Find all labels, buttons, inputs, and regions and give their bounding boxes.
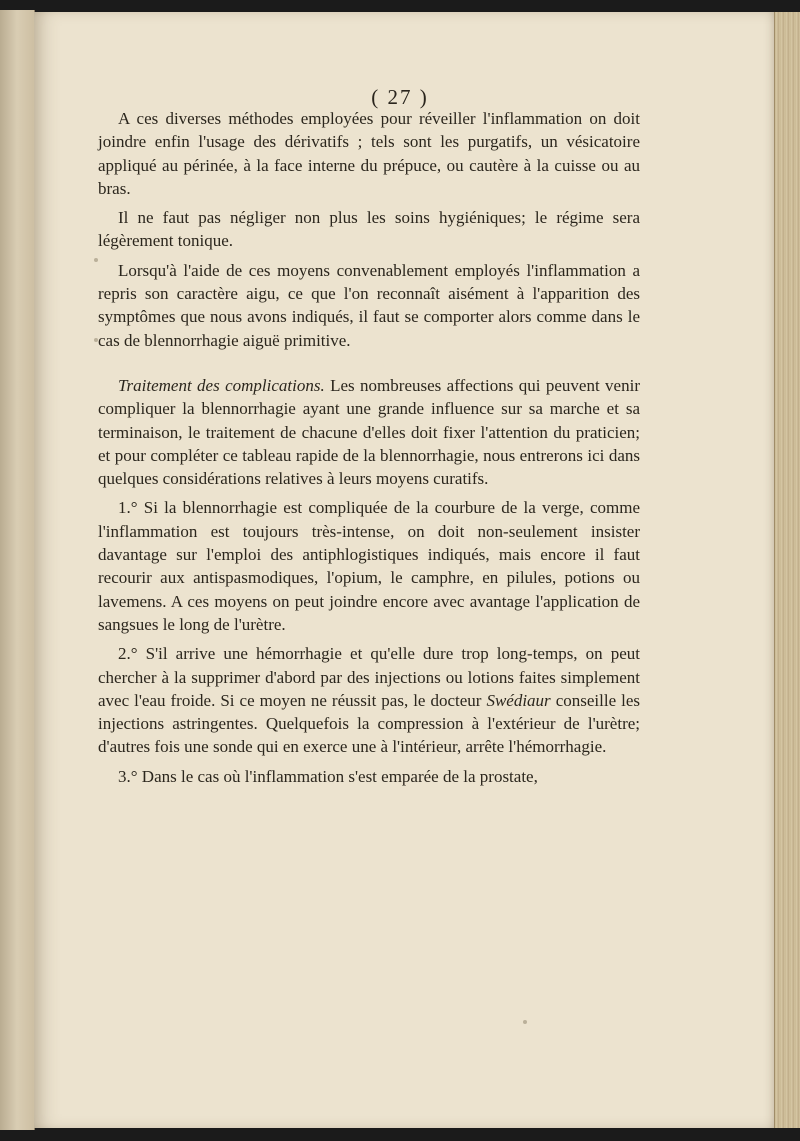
paragraph-point-2-start: 2.° S'il arrive une hémorrhagie et qu'elle dure trop long-temps, on peut chercher à la supprimer d'abord par des injections ou lotions faites simplement avec l'eau froide. Si ce moyen ne réussit pas, le docteur	[98, 644, 640, 710]
body-text	[98, 107, 640, 794]
paragraph-complications	[98, 374, 640, 490]
paper-speck	[94, 338, 98, 342]
paper-speck	[94, 258, 98, 262]
section-heading: Traitement des complications.	[118, 375, 325, 395]
paragraph-point-1: 1.° Si la blennorrhagie est compliquée de la courbure de la verge, comme l'inflammation est toujours très-intense, on doit non-seulement insister davantage sur l'emploi des antiphlogistiques indiqués, mais encore il faut recourir aux antispasmodiques, l'opium, le camphre, en pilules, potions ou lavemens. A ces moyens on peut joindre encore avec avantage l'application de sangsues le long de l'urètre.	[98, 498, 640, 634]
page-stack-edge	[774, 12, 800, 1128]
left-page-edge	[0, 10, 35, 1130]
page-number: ( 27 )	[371, 85, 429, 109]
paragraph-complications-text: Les nombreuses affections qui peuvent venir compliquer la blennorrhagie ayant une grande influence sur sa marche et sa terminaison, le traitement de chacune d'elles doit fixer l'attention du praticien; et pour compléter ce tableau rapide de la blennorrhagie, nous entrerons ici dans quelques considérations relatives à leurs moyens curatifs.	[98, 375, 640, 489]
paragraph-point-2	[98, 642, 640, 758]
paper-speck	[523, 1020, 527, 1024]
paragraph-soins-hygieniques: Il ne faut pas négliger non plus les soins hygiéniques; le régime sera légèrement tonique.	[98, 208, 640, 251]
paragraph-point-2-end: conseille les injections astringentes. Quelquefois la compression à l'extérieur de l'urètre; d'autres fois une sonde qui en exerce une à l'intérieur, arrête l'hémorrhagie.	[98, 690, 640, 757]
paragraph-point-3: 3.° Dans le cas où l'inflammation s'est emparée de la prostate,	[118, 766, 538, 786]
paragraph-inflammation-aigue: Lorsqu'à l'aide de ces moyens convenablement employés l'inflammation a repris son caractère aigu, ce que l'on reconnaît aisément à l'apparition des symptômes que nous avons indiqués, il faut se comporter alors comme dans le cas de blennorrhagie aiguë primitive.	[98, 260, 640, 350]
author-name: Swédiaur	[486, 690, 551, 710]
paragraph-derivatifs: A ces diverses méthodes employées pour réveiller l'inflammation on doit joindre enfin l'usage des dérivatifs ; tels sont les purgatifs, un vésicatoire appliqué au périnée, à la face interne du prépuce, ou cautère à la cuisse ou au bras.	[98, 109, 640, 198]
